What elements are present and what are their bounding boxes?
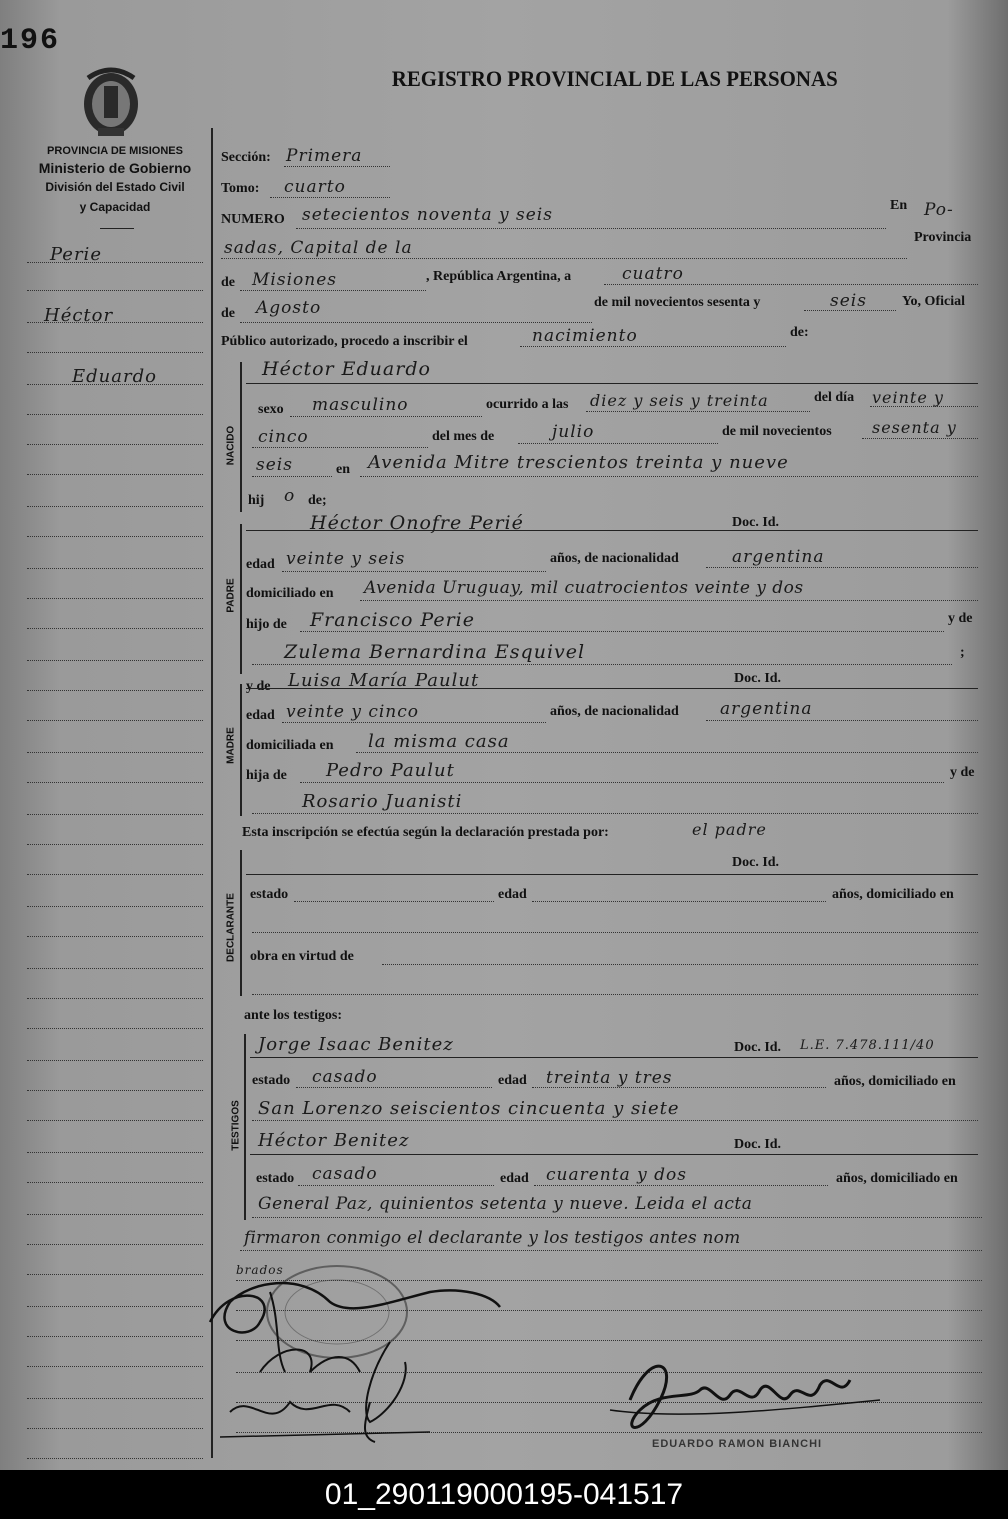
label-declarante-doc: Doc. Id. [732,855,780,870]
tab-padre: PADRE [225,578,237,613]
value-mes: Agosto [256,298,322,318]
label-hij: hij [248,493,265,508]
value-madre-hija-de: Pedro Paulut [326,760,455,781]
value-dia-nac-2: cinco [258,427,309,447]
label-testigo2-anios-dom: años, domiciliado en [836,1171,958,1186]
value-testigo2-dom: General Paz, quinientos setenta y nueve. Leida el acta [258,1194,753,1214]
office-line-1: PROVINCIA DE MISIONES [47,145,183,157]
label-en: En [890,198,908,213]
value-anio: seis [830,291,867,311]
label-testigo2-estado: estado [256,1171,295,1186]
value-testigo1-edad: treinta y tres [546,1068,673,1088]
value-testigo1-nombre: Jorge Isaac Benitez [258,1034,454,1055]
label-numero: NUMERO [221,212,285,227]
value-tomo: cuarto [284,177,346,197]
value-testigo2-estado: casado [312,1164,378,1184]
value-hora: diez y seis y treinta [590,391,769,410]
label-madre-nac: años, de nacionalidad [550,704,679,719]
value-ciudad: sadas, Capital de la [224,238,413,258]
value-seccion: Primera [286,146,363,166]
value-cierre-2: brados [236,1263,284,1277]
label-de-1: de [221,275,235,290]
value-sexo: masculino [312,395,409,415]
label-madre-y-de-2: y de [950,765,975,780]
value-hij-letra: o [284,486,296,506]
label-yo-oficial: Yo, Oficial [902,294,965,309]
value-padre-hijo-de: Francisco Perie [310,609,475,631]
value-madre-nac: argentina [720,699,813,719]
signature-declarante [190,1262,520,1462]
margin-surname: Perie [50,244,102,265]
label-testigo2-edad: edad [500,1171,529,1186]
label-madre-y-de: y de [246,679,271,694]
label-en-2: en [336,462,350,477]
label-ocurrido: ocurrido a las [486,397,569,412]
label-de-2: de [221,306,235,321]
value-lugar: Avenida Mitre trescientos treinta y nueve [368,452,789,473]
label-provincia: Provincia [914,230,972,245]
margin-name-1: Héctor [44,305,114,326]
tab-nacido: NACIDO [225,425,237,466]
label-padre-nac: años, de nacionalidad [550,551,679,566]
office-line-4: y Capacidad [79,200,151,214]
page-title: REGISTRO PROVINCIAL DE LAS PERSONAS [391,66,838,91]
label-obra: obra en virtud de [250,949,354,964]
label-madre-doc: Doc. Id. [734,671,782,686]
label-testigo1-edad: edad [498,1073,527,1088]
value-padre-nombre: Héctor Onofre Perié [310,512,524,534]
office-underline [100,228,134,229]
label-tomo: Tomo: [221,181,260,196]
image-id-footer: 01_290119000195-041517 [0,1470,1008,1519]
label-padre-y-de: y de [948,611,973,626]
label-de-mil: de mil novecientos sesenta y [594,295,761,310]
office-line-2: Ministerio de Gobierno [38,160,192,176]
label-de-mil-2: de mil novecientos [722,424,832,439]
label-ante-testigos: ante los testigos: [244,1008,342,1023]
value-testigo1-dom: San Lorenzo seiscientos cincuenta y siete [258,1098,680,1119]
page-number: 196 [0,24,61,58]
value-anio-nac-2: seis [256,455,293,475]
label-esta-inscripcion: Esta inscripción se efectúa según la declaración prestada por: [242,825,609,840]
label-declarante-estado: estado [250,887,289,902]
value-acto: nacimiento [532,326,638,346]
label-madre-dom: domiciliada en [246,738,334,753]
stamp-text: EDUARDO RAMON BIANCHI [652,1438,823,1450]
value-testigo2-edad: cuarenta y dos [546,1165,687,1185]
value-testigo1-doc: L.E. 7.478.111/40 [800,1038,935,1053]
value-provincia: Misiones [252,270,337,290]
label-padre-doc: Doc. Id. [732,515,780,530]
value-padre-dom: Avenida Uruguay, mil cuatrocientos veinte y dos [364,578,804,598]
tab-testigos: TESTIGOS [230,1100,242,1151]
label-republica: , República Argentina, a [426,269,572,284]
value-madre-dom: la misma casa [368,731,510,752]
tab-declarante: DECLARANTE [225,893,237,962]
value-testigo1-estado: casado [312,1067,378,1087]
value-numero: setecientos noventa y seis [302,205,553,225]
label-declarante-edad: edad [498,887,527,902]
label-del-mes: del mes de [432,429,495,444]
value-madre-y-de: Rosario Juanisti [302,791,463,812]
value-en: Po- [924,200,954,220]
label-madre-edad: edad [246,708,275,723]
value-padre-nac: argentina [732,547,825,567]
label-declarante-anios-dom: años, domiciliado en [832,887,954,902]
value-madre-edad: veinte y cinco [286,702,420,722]
label-madre-hija-de: hija de [246,768,287,783]
value-cierre-1: firmaron conmigo el declarante y los testigos antes nom [244,1228,741,1248]
value-dia: cuatro [622,264,684,284]
coat-of-arms-icon [78,64,144,140]
label-testigo1-estado: estado [252,1073,291,1088]
label-padre-dom: domiciliado en [246,586,334,601]
label-del-dia: del día [814,390,855,405]
value-mes-nac: julio [552,422,595,442]
label-padre-edad: edad [246,557,275,572]
office-line-3: División del Estado Civil [45,180,185,194]
value-madre-nombre: Luisa María Paulut [288,670,480,691]
value-padre-y-de-end: ; [960,645,965,660]
value-dia-nac: veinte y [872,388,944,407]
value-nacido-nombre: Héctor Eduardo [262,358,431,380]
label-de-semi: de; [308,493,327,508]
label-sexo: sexo [258,402,284,417]
tab-madre: MADRE [225,727,237,764]
value-testigo2-nombre: Héctor Benitez [258,1130,410,1151]
value-anio-nac: sesenta y [872,418,957,437]
margin-name-2: Eduardo [72,366,157,387]
label-seccion: Sección: [221,150,271,165]
label-padre-hijo-de: hijo de [246,617,287,632]
label-testigo2-doc: Doc. Id. [734,1137,782,1152]
value-padre-edad: veinte y seis [286,549,406,569]
value-padre-y-de: Zulema Bernardina Esquivel [284,641,586,663]
column-divider [211,128,213,1458]
label-publico: Público autorizado, procedo a inscribir el [221,334,468,349]
label-testigo1-doc: Doc. Id. [734,1040,782,1055]
label-testigo1-anios-dom: años, domiciliado en [834,1074,956,1089]
label-de-colon: de: [790,325,809,340]
value-declarante: el padre [692,820,767,839]
